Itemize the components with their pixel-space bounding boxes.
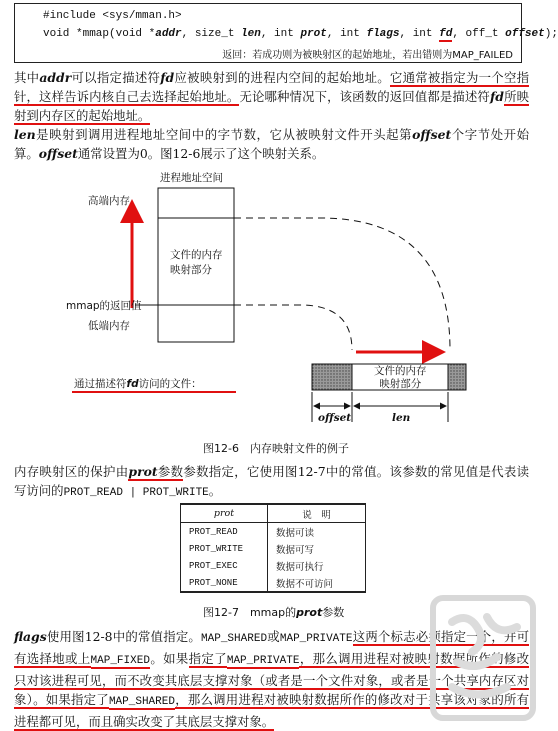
figure-12-7-caption <box>203 604 344 620</box>
code-prototype-line <box>43 28 558 40</box>
code-proto-sep: , int <box>326 28 367 40</box>
text: 。 <box>208 483 222 498</box>
file-prefix-shaded <box>312 364 352 390</box>
table-row <box>181 523 366 541</box>
text: 内存映射区的保护由 <box>14 464 129 479</box>
fig-file-region-line: 文件的内存 <box>374 365 427 377</box>
underlined-text: ，那么调用进程对被映射数据所作的修改对于共享该对象的所有进程都可见，而且确实改变了其底层支撑对象。 <box>14 692 529 729</box>
underlined-text: 指定了 <box>188 651 227 666</box>
code-map-fixed: MAP_FIXED <box>90 655 150 667</box>
text: 可以指定描述符 <box>71 70 161 85</box>
fig-file-label <box>74 376 202 391</box>
mapping-dashed-curve-top <box>234 218 450 350</box>
file-suffix-shaded <box>448 364 466 390</box>
fig-label-low-memory: 低端内存 <box>88 320 130 332</box>
figure-12-6-caption: 图12-6 内存映射文件的例子 <box>203 442 349 455</box>
table-cell-const: PROT_READ <box>181 523 268 541</box>
fig-file-label-text: 通过描述符 <box>74 378 127 390</box>
table-cell-desc: 数据不可访问 <box>268 574 366 592</box>
var-offset: offset <box>38 146 78 161</box>
code-map-private: MAP_PRIVATE <box>226 655 300 667</box>
fig-mem-region-line: 文件的内存 <box>170 249 223 261</box>
text: 或 <box>267 629 280 644</box>
table-header-desc: 说 明 <box>268 504 366 523</box>
code-prot-read-write: PROT_READ | PROT_WRITE <box>63 487 209 499</box>
fig-file-label-text: 访问的文件： <box>138 378 202 390</box>
code-include-line: #include <sys/mman.h> <box>43 10 182 22</box>
code-param-len: len <box>241 28 261 40</box>
text: 应被映射到的进程内空间的起始地址。 <box>174 70 390 85</box>
var-len: len <box>14 127 36 142</box>
underlined-text: 它通常被指定为一个空指针，这样告诉内核自己去选择起始地址。 <box>14 70 530 104</box>
text: 其中 <box>14 70 40 85</box>
table-cell-desc: 数据可读 <box>268 523 366 541</box>
var-flags: flags <box>14 629 47 644</box>
caption-var-prot: prot <box>296 606 323 619</box>
code-box <box>14 3 558 63</box>
code-proto-sep: , int <box>260 28 301 40</box>
caption-text: 参数 <box>322 606 345 619</box>
table-row <box>181 574 366 592</box>
fig-label-high-memory: 高端内存 <box>88 195 130 207</box>
table-cell-const: PROT_NONE <box>181 574 268 592</box>
code-map-shared: MAP_SHARED <box>108 696 175 708</box>
code-proto-sep: , size_t <box>181 28 242 40</box>
figure-mmap-diagram <box>0 160 537 430</box>
fig-label-mmap-return: mmap的返回值 <box>66 300 142 312</box>
fig-file-label-fd: fd <box>126 378 139 390</box>
fig-file-region-label <box>374 365 427 391</box>
table-cell-desc: 数据可写 <box>268 540 366 557</box>
mapping-dashed-curve-bottom <box>234 305 352 350</box>
underlined-text: ，那么调用进程对被映射数据所作的修改只对该进程可见，而不改变其底层支撑对象（或者是一个文件对象，或者是一个共享内存区对象）。 <box>14 651 530 707</box>
text: 无论哪种情况下，该函数的返回值都是描述符 <box>239 89 490 104</box>
text: 使用图12-8中的常值指定。 <box>46 629 202 644</box>
code-param-fd: fd <box>439 28 453 40</box>
table-header-prot: prot <box>181 504 268 523</box>
table-cell-const: PROT_EXEC <box>181 557 268 574</box>
fig-mem-region-label <box>170 248 223 278</box>
code-param-addr: addr <box>155 28 182 40</box>
text: 。如果 <box>149 651 189 666</box>
table-cell-const: PROT_WRITE <box>181 540 268 557</box>
var-fd: fd <box>489 89 504 104</box>
var-prot: prot <box>128 464 158 479</box>
table-header-row <box>181 504 366 523</box>
fig-mem-region-line: 映射部分 <box>170 264 212 276</box>
text: 个字节处开始算。 <box>14 127 530 161</box>
code-proto-sep: , int <box>399 28 440 40</box>
text: 是映射到调用进程地址空间中的字节数，它从被映射文件开头起第 <box>35 127 413 142</box>
code-param-offset: offset <box>505 28 545 40</box>
code-return-note: 返回：若成功则为被映射区的起始地址，若出错则为MAP_FAILED <box>222 50 513 61</box>
table-row <box>181 540 366 557</box>
fig-file-region-line: 映射部分 <box>379 378 422 390</box>
code-proto-pre: void *mmap(void * <box>43 28 156 40</box>
paragraph-addr <box>14 68 529 125</box>
watermark-seal-icon <box>427 592 537 722</box>
paragraph-prot <box>14 462 529 503</box>
fig-label-offset: offset <box>318 412 352 424</box>
fig-label-len: len <box>392 412 411 424</box>
underlined-text: 如果指定了 <box>45 692 109 707</box>
code-proto-end: ); <box>544 28 558 40</box>
prot-table <box>180 503 366 593</box>
caption-text: 图12-7 mmap的 <box>203 606 297 619</box>
code-param-prot: prot <box>300 28 327 40</box>
code-map-private: MAP_PRIVATE <box>279 633 353 645</box>
text: 参数指定，它使用图12-7中的常值。该参数的常见值是代表读写访问的 <box>14 464 530 498</box>
code-proto-sep: , off_t <box>452 28 506 40</box>
code-param-flags: flags <box>366 28 400 40</box>
fig-title-address-space: 进程地址空间 <box>160 172 223 184</box>
table-cell-desc: 数据可执行 <box>268 557 366 574</box>
underlined-text: 所映射到内存区的起始地址。 <box>14 89 530 123</box>
text: 通常设置为0。图12-6展示了这个映射关系。 <box>77 146 325 161</box>
var-offset: offset <box>412 127 452 142</box>
var-addr: addr <box>39 70 72 85</box>
underlined-text: 参数 <box>157 464 184 479</box>
table-row <box>181 557 366 574</box>
paragraph-len <box>14 125 529 163</box>
var-fd: fd <box>160 70 175 85</box>
underlined-text: 这两个标志必须指定一个，并可有选择地或上 <box>14 629 529 666</box>
code-map-shared: MAP_SHARED <box>201 633 268 645</box>
